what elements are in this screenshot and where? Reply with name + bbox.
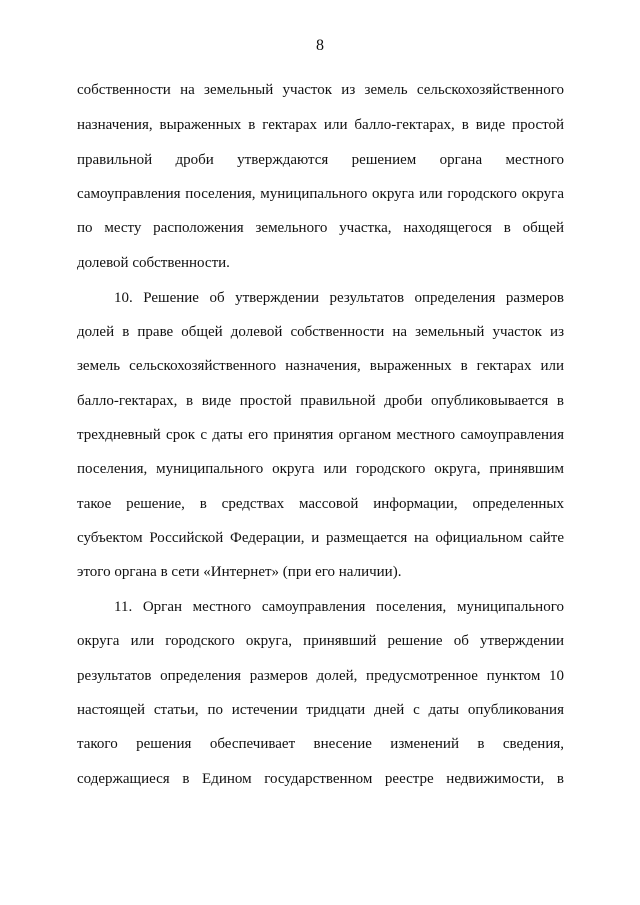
text-line: долей в праве общей долевой собственности на земельный участок из bbox=[77, 324, 564, 340]
text-line: настоящей статьи, по истечении тридцати дней с даты опубликования bbox=[77, 702, 564, 718]
text-line: трехдневный срок с даты его принятия органом местного самоуправления bbox=[77, 427, 564, 443]
text-line: назначения, выраженных в гектарах или балло-гектарах, в виде простой bbox=[77, 117, 564, 133]
text-line: содержащиеся в Едином государственном реестре недвижимости, в bbox=[77, 771, 564, 787]
text-line: правильной дроби утверждаются решением органа местного bbox=[77, 152, 564, 168]
paragraph-10-first-line: 10. Решение об утверждении результатов определения размеров bbox=[114, 290, 564, 306]
text-line: самоуправления поселения, муниципального округа или городского округа bbox=[77, 186, 564, 202]
text-line: этого органа в сети «Интернет» (при его наличии). bbox=[77, 564, 402, 580]
text-line: балло-гектарах, в виде простой правильной дроби опубликовывается в bbox=[77, 393, 564, 409]
page-number: 8 bbox=[316, 37, 324, 54]
text-line: такого решения обеспечивает внесение изменений в сведения, bbox=[77, 736, 564, 752]
text-line: субъектом Российской Федерации, и размещается на официальном сайте bbox=[77, 530, 564, 546]
text-line: долевой собственности. bbox=[77, 255, 230, 271]
text-line: результатов определения размеров долей, предусмотренное пунктом 10 bbox=[77, 668, 564, 684]
text-line: собственности на земельный участок из земель сельскохозяйственного bbox=[77, 82, 564, 98]
text-line: по месту расположения земельного участка, находящегося в общей bbox=[77, 220, 564, 236]
text-line: поселения, муниципального округа или городского округа, принявшим bbox=[77, 461, 564, 477]
text-line: такое решение, в средствах массовой информации, определенных bbox=[77, 496, 564, 512]
paragraph-11-first-line: 11. Орган местного самоуправления поселения, муниципального bbox=[114, 599, 564, 615]
text-line: округа или городского округа, принявший решение об утверждении bbox=[77, 633, 564, 649]
text-line: земель сельскохозяйственного назначения, выраженных в гектарах или bbox=[77, 358, 564, 374]
